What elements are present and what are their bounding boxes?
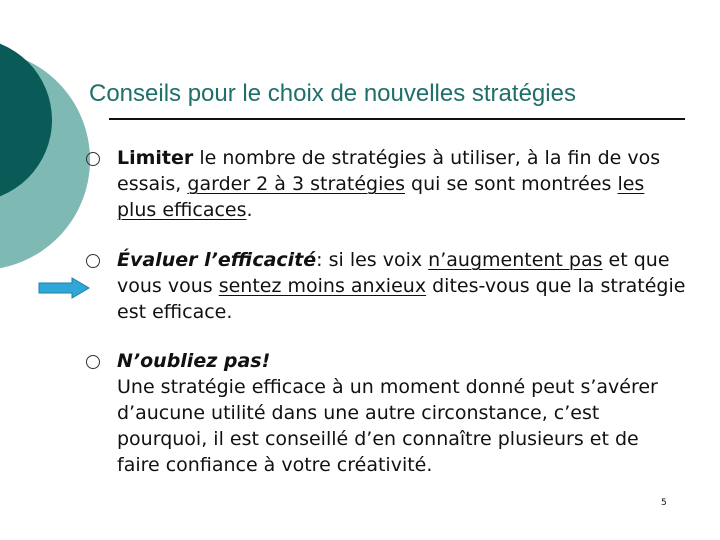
- decorative-circles: [0, 0, 120, 320]
- bullet-1-underline-1: garder 2 à 3 stratégies: [187, 173, 405, 195]
- bullet-2-lead: Évaluer l’efficacité: [117, 249, 317, 271]
- bullet-1-part-3: .: [246, 199, 253, 221]
- bullet-1-text: [117, 145, 687, 223]
- bullet-circle-icon: [86, 254, 100, 268]
- bullet-2-text: [117, 247, 687, 325]
- bullet-2-underline-1: n’augmentent pas: [428, 249, 603, 271]
- bullet-circle-icon: [86, 152, 100, 166]
- page-number: 5: [661, 498, 667, 508]
- bullet-1-part-2: qui se sont montrées: [404, 173, 618, 195]
- bullet-2-underline-2: sentez moins anxieux: [218, 275, 427, 297]
- bullet-circle-icon: [86, 355, 100, 369]
- bullet-1-underline-2: les plus efficaces: [117, 173, 645, 221]
- bullet-1-part-1: le nombre de stratégies à utiliser, à la fin de vos essais,: [117, 147, 661, 195]
- right-arrow-icon: [38, 277, 90, 299]
- bullet-2-part-1: : si les voix: [316, 249, 429, 271]
- title-divider: [109, 118, 685, 120]
- bullet-2-part-3: dites-vous que la stratégie est efficace.: [117, 275, 686, 323]
- bullet-3-lead: N’oubliez pas!: [117, 350, 271, 372]
- bullet-2-part-2: et que vous vous: [117, 249, 670, 297]
- bullet-3-body: Une stratégie efficace à un moment donné peut s’avérer d’aucune utilité dans une autre circonstance, c’est pourquoi, il est conseillé d’en connaître plusieurs et de faire confiance à votre créativité.: [117, 376, 658, 476]
- bullet-1-lead: Limiter: [117, 147, 194, 169]
- bullet-3-text: [117, 348, 687, 478]
- slide-title: Conseils pour le choix de nouvelles stratégies: [89, 80, 576, 107]
